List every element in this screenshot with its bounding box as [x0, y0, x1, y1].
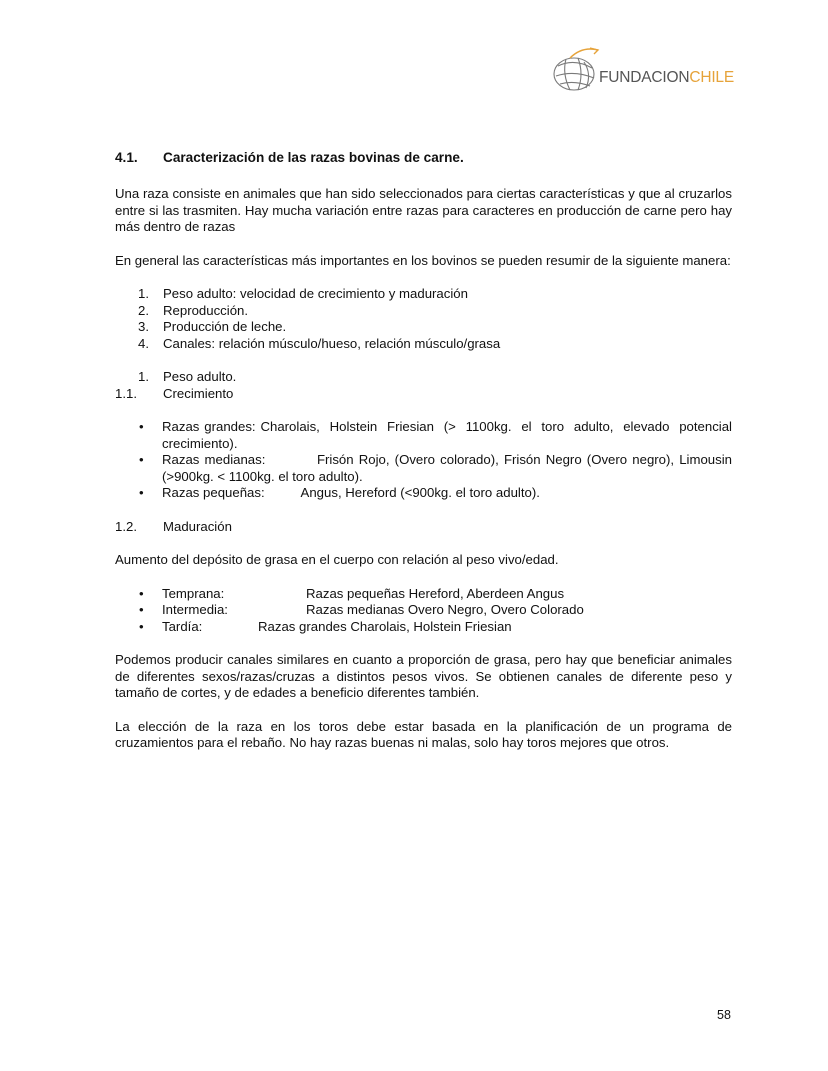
list-item: • Intermedia: Razas medianas Overo Negro, Overo Colorado	[139, 602, 584, 617]
list-item: 3. Producción de leche.	[138, 319, 287, 334]
crecimiento-list	[115, 419, 736, 502]
maduracion-paragraph: Aumento del depósito de grasa en el cuerpo con relación al peso vivo/edad.	[115, 552, 559, 567]
list-item: • Razas medianas: Frisón Rojo, (Overo colorado), Frisón Negro (Overo negro), Limousin (>900kg. < 1100kg. el toro adulto).	[139, 452, 736, 484]
general-paragraph: En general las características más importantes en los bovinos se pueden resumir de la siguiente manera:	[115, 252, 731, 268]
fundacion-chile-logo	[548, 44, 738, 96]
subsection-maduracion: 1.2. Maduración	[115, 518, 232, 534]
list-item: • Tardía: Razas grandes Charolais, Holstein Friesian	[139, 618, 512, 634]
list-item: • Temprana: Razas pequeñas Hereford, Aberdeen Angus	[139, 585, 565, 601]
section-number: 4.1.	[115, 150, 138, 165]
list-item: • Razas pequeñas: Angus, Hereford (<900kg. el toro adulto).	[139, 485, 540, 500]
section-heading	[115, 148, 732, 168]
list-item: 2. Reproducción.	[138, 302, 249, 318]
maduracion-list	[115, 586, 732, 636]
section-title: Caracterización de las razas bovinas de carne.	[163, 150, 464, 165]
canales-paragraph: Podemos producir canales similares en cuanto a proporción de grasa, pero hay que beneficiar animales de diferentes sexos/razas/cruzas a distintos pesos vivos. Se obtienen canales de diferente peso y tamaño de cortes, y de edades a beneficio diferentes también.	[115, 652, 732, 700]
subsection-crecimiento: 1.1. Crecimiento	[115, 385, 234, 401]
peso-adulto-list	[115, 369, 732, 386]
main-content	[115, 148, 736, 752]
eleccion-paragraph: La elección de la raza en los toros debe estar basada en la planificación de un programa de cruzamientos para el rebaño. No hay razas buenas ni malas, solo hay toros mejores que otros.	[115, 718, 732, 750]
page-number: 58	[717, 1008, 731, 1022]
intro-paragraph: Una raza consiste en animales que han sido seleccionados para ciertas características y que al cruzarlos entre si las trasmiten. Hay mucha variación entre razas para caracteres en producción de carne pero hay más dentro de razas	[115, 186, 732, 234]
list-item: • Razas grandes: Charolais, Holstein Friesian (> 1100kg. el toro adulto, elevado potencial crecimiento).	[139, 419, 736, 451]
list-item: 1. Peso adulto.	[138, 369, 237, 384]
logo-word-fundacion: FUNDACION	[599, 69, 690, 86]
list-item: 4. Canales: relación músculo/hueso, relación músculo/grasa	[138, 335, 501, 351]
logo-wordmark	[599, 69, 734, 87]
list-item: 1. Peso adulto: velocidad de crecimiento y maduración	[138, 286, 468, 301]
characteristics-list	[115, 286, 732, 352]
logo-word-chile: CHILE	[689, 69, 734, 86]
